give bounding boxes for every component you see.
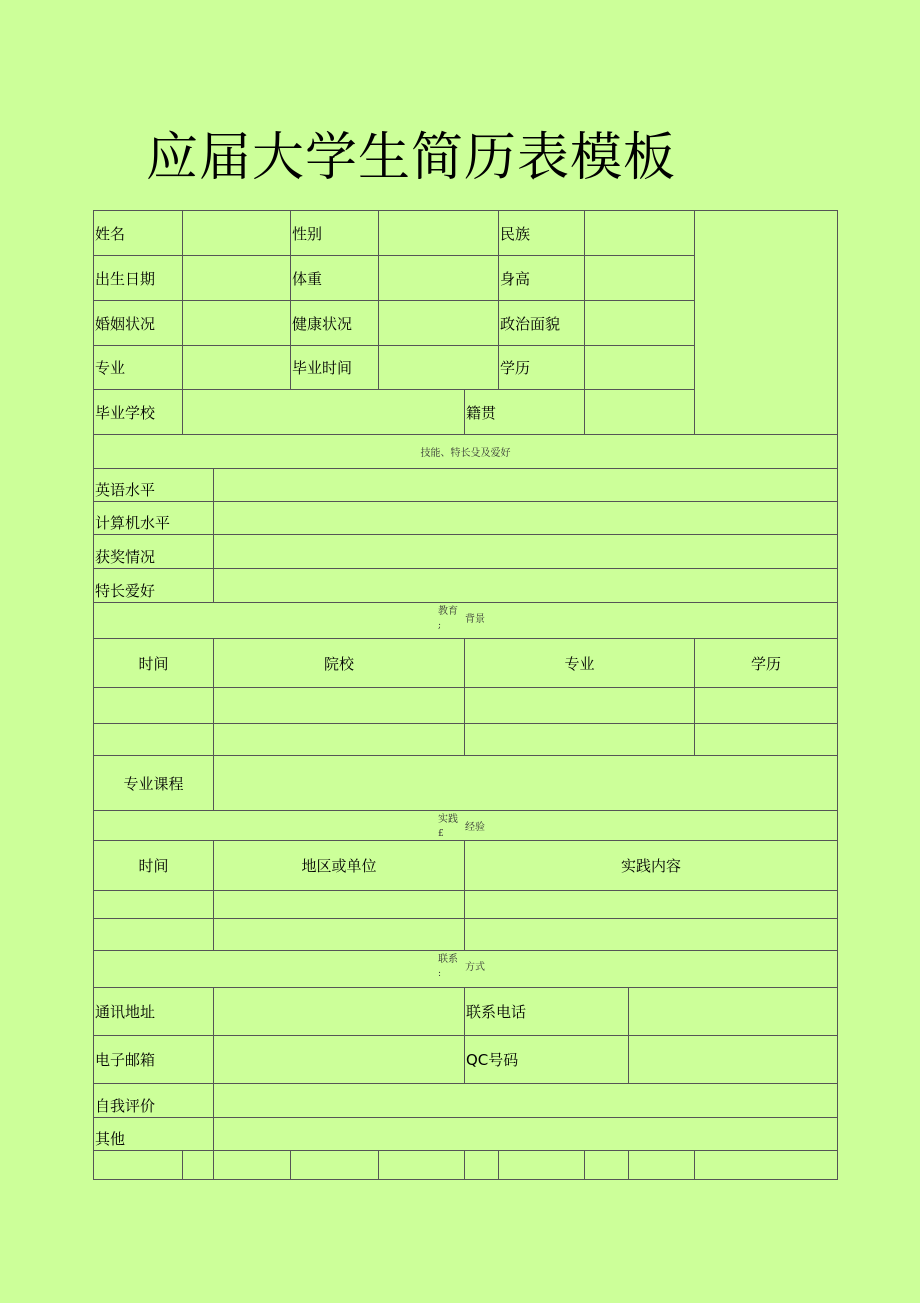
label-other: 其他 (94, 1118, 214, 1151)
field-major[interactable] (183, 346, 291, 390)
field-other[interactable] (214, 1118, 838, 1151)
table-row (94, 724, 838, 756)
label-school: 毕业学校 (94, 390, 183, 435)
blank-cell[interactable] (291, 1151, 379, 1180)
practice-cell[interactable] (94, 891, 214, 919)
label-email: 电子邮箱 (94, 1036, 214, 1084)
blank-cell[interactable] (695, 1151, 838, 1180)
field-hobbies[interactable] (214, 569, 838, 603)
field-gender[interactable] (379, 211, 499, 256)
field-school[interactable] (183, 390, 465, 435)
edu-cell[interactable] (695, 724, 838, 756)
education-header-a: 教育 (438, 606, 458, 617)
section-practice-header (94, 811, 838, 841)
practice-header-mark: £ (438, 829, 444, 839)
label-origin: 籍贯 (465, 390, 585, 435)
edu-cell[interactable] (695, 688, 838, 724)
blank-cell[interactable] (585, 1151, 629, 1180)
label-awards: 获奖情况 (94, 535, 214, 569)
field-qq[interactable] (629, 1036, 838, 1084)
edu-cell[interactable] (94, 724, 214, 756)
practice-header-b: 经验 (465, 822, 485, 833)
label-major: 专业 (94, 346, 183, 390)
label-computer: 计算机水平 (94, 502, 214, 535)
table-row (94, 919, 838, 951)
label-address: 通讯地址 (94, 988, 214, 1036)
field-political[interactable] (585, 301, 695, 346)
field-ethnicity[interactable] (585, 211, 695, 256)
education-header-mark: ; (438, 621, 442, 631)
label-courses: 专业课程 (94, 756, 214, 811)
resume-table (93, 210, 838, 1180)
education-header-b: 背景 (465, 614, 485, 625)
field-origin[interactable] (585, 390, 695, 435)
contact-header-mark: : (438, 969, 442, 979)
practice-cell[interactable] (465, 891, 838, 919)
label-weight: 体重 (291, 256, 379, 301)
label-grad-time: 毕业时间 (291, 346, 379, 390)
page-title: 应届大学生简历表模板 (146, 128, 677, 188)
practice-cell[interactable] (214, 891, 465, 919)
field-birth[interactable] (183, 256, 291, 301)
field-computer[interactable] (214, 502, 838, 535)
field-degree[interactable] (585, 346, 695, 390)
blank-cell[interactable] (379, 1151, 465, 1180)
section-skills-header: 技能、特长殳及爱好 (94, 435, 838, 469)
practice-col-content: 实践内容 (465, 841, 838, 891)
table-row (94, 1151, 838, 1180)
edu-cell[interactable] (214, 688, 465, 724)
label-birth: 出生日期 (94, 256, 183, 301)
field-grad-time[interactable] (379, 346, 499, 390)
blank-cell[interactable] (183, 1151, 214, 1180)
label-political: 政治面貌 (499, 301, 585, 346)
table-row (94, 891, 838, 919)
practice-header-a: 实践 (438, 814, 458, 825)
field-height[interactable] (585, 256, 695, 301)
label-marital: 婚姻状况 (94, 301, 183, 346)
table-row (94, 688, 838, 724)
label-self-eval: 自我评价 (94, 1084, 214, 1118)
label-english: 英语水平 (94, 469, 214, 502)
section-contact-header (94, 951, 838, 988)
field-phone[interactable] (629, 988, 838, 1036)
edu-cell[interactable] (94, 688, 214, 724)
label-name: 姓名 (94, 211, 183, 256)
label-hobbies: 特长爱好 (94, 569, 214, 603)
practice-col-time: 时间 (94, 841, 214, 891)
field-awards[interactable] (214, 535, 838, 569)
label-phone: 联系电话 (465, 988, 629, 1036)
practice-cell[interactable] (214, 919, 465, 951)
blank-cell[interactable] (629, 1151, 695, 1180)
label-height: 身高 (499, 256, 585, 301)
label-health: 健康状况 (291, 301, 379, 346)
edu-cell[interactable] (465, 688, 695, 724)
contact-header-b: 方式 (465, 962, 485, 973)
blank-cell[interactable] (499, 1151, 585, 1180)
contact-header-a: 联系 (438, 954, 458, 965)
field-weight[interactable] (379, 256, 499, 301)
edu-col-major: 专业 (465, 639, 695, 688)
field-email[interactable] (214, 1036, 465, 1084)
edu-col-time: 时间 (94, 639, 214, 688)
field-english[interactable] (214, 469, 838, 502)
field-self-eval[interactable] (214, 1084, 838, 1118)
practice-cell[interactable] (94, 919, 214, 951)
field-address[interactable] (214, 988, 465, 1036)
edu-col-school: 院校 (214, 639, 465, 688)
edu-cell[interactable] (214, 724, 465, 756)
label-gender: 性别 (291, 211, 379, 256)
edu-col-degree: 学历 (695, 639, 838, 688)
field-health[interactable] (379, 301, 499, 346)
label-ethnicity: 民族 (499, 211, 585, 256)
practice-col-org: 地区或单位 (214, 841, 465, 891)
section-education-header (94, 603, 838, 639)
field-courses[interactable] (214, 756, 838, 811)
label-degree: 学历 (499, 346, 585, 390)
photo-cell[interactable] (695, 211, 838, 435)
label-qq: QC号码 (465, 1036, 629, 1084)
blank-cell[interactable] (214, 1151, 291, 1180)
blank-cell[interactable] (94, 1151, 183, 1180)
practice-cell[interactable] (465, 919, 838, 951)
field-name[interactable] (183, 211, 291, 256)
edu-cell[interactable] (465, 724, 695, 756)
field-marital[interactable] (183, 301, 291, 346)
blank-cell[interactable] (465, 1151, 499, 1180)
